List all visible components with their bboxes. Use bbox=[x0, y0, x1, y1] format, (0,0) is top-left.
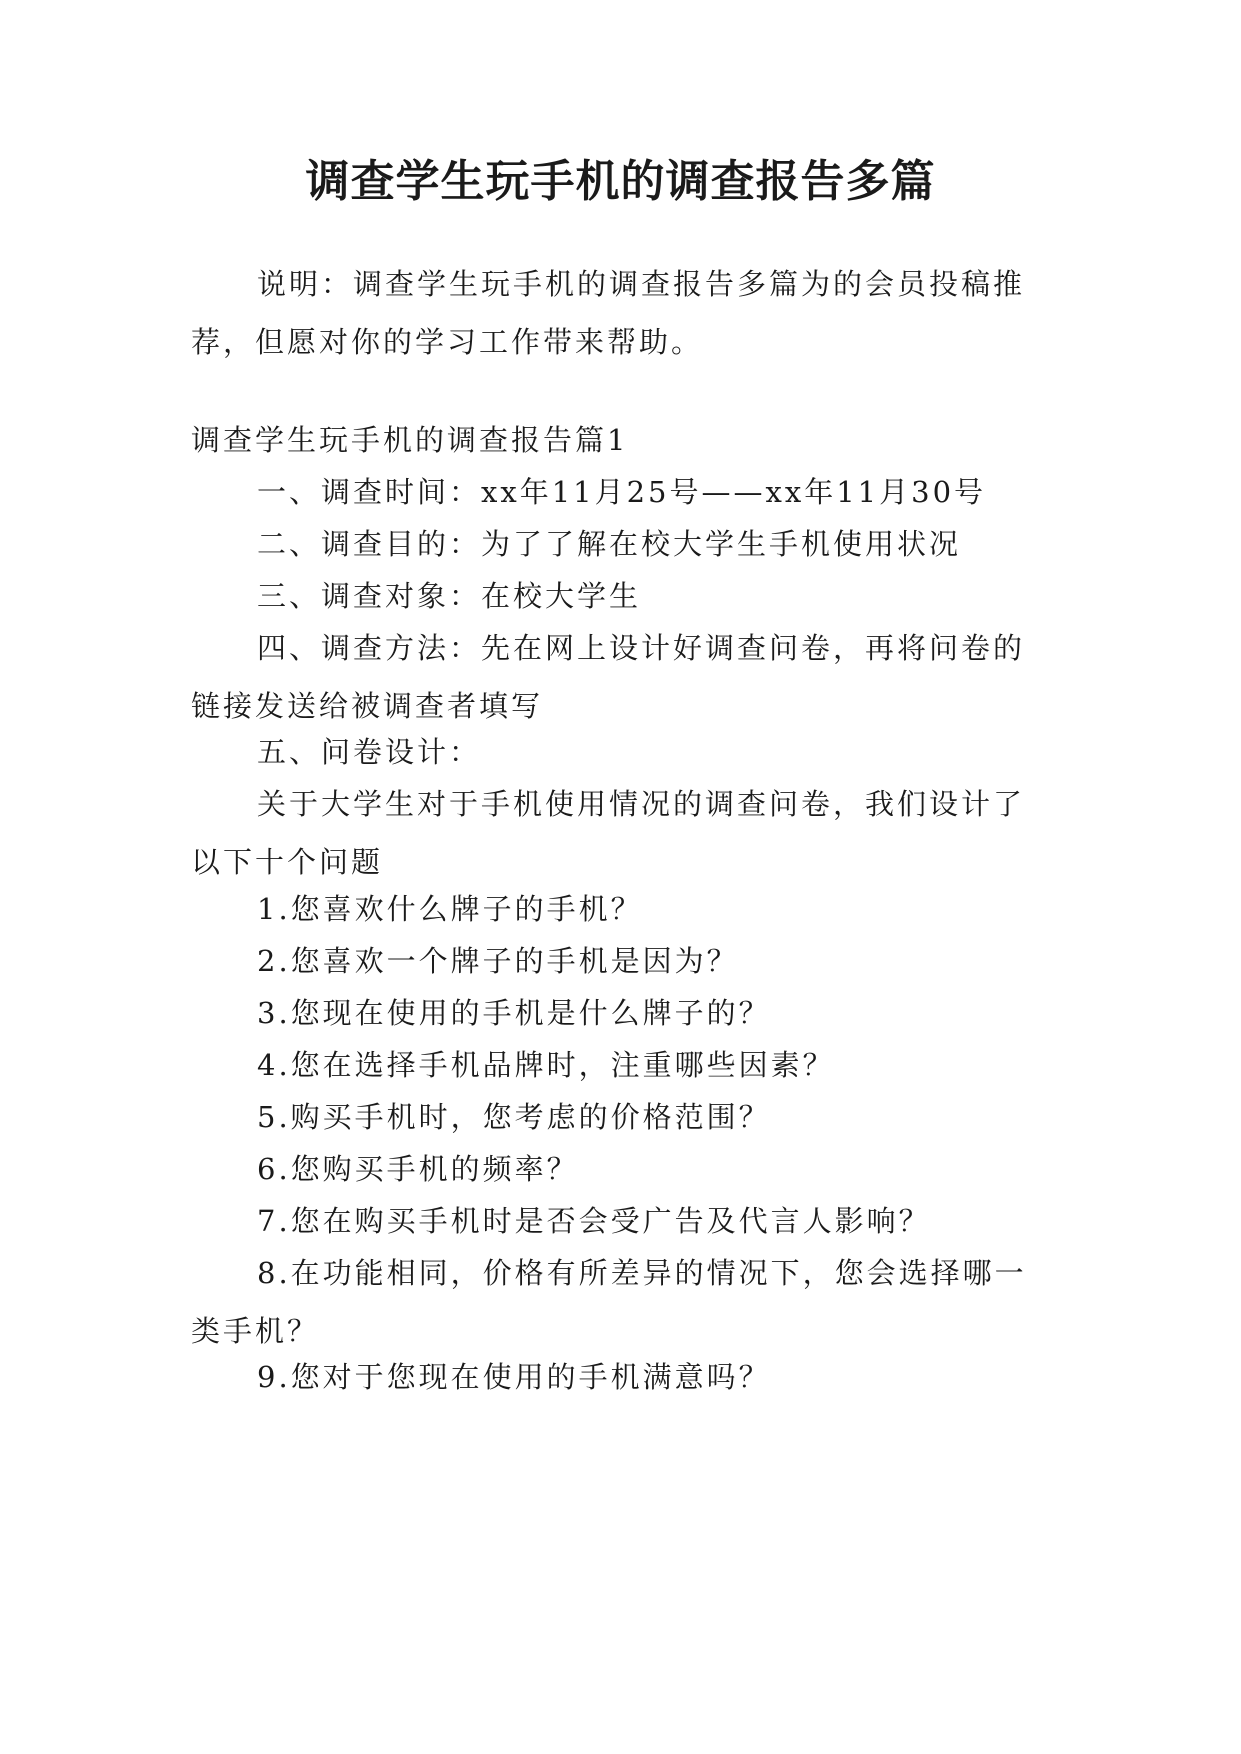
questionnaire-intro-paragraph: 关于大学生对于手机使用情况的调查问卷，我们设计了以下十个问题 bbox=[191, 787, 1026, 879]
survey-method-item: 四、调查方法：先在网上设计好调查问卷，再将问卷的链接发送给被调查者填写 bbox=[191, 631, 1026, 723]
survey-purpose-item: 二、调查目的：为了了解在校大学生手机使用状况 bbox=[257, 527, 962, 561]
question-item: 9.您对于您现在使用的手机满意吗？ bbox=[257, 1360, 771, 1394]
question-item: 6.您购买手机的频率？ bbox=[257, 1152, 579, 1186]
intro-paragraph: 说明：调查学生玩手机的调查报告多篇为的会员投稿推荐，但愿对你的学习工作带来帮助。 bbox=[191, 267, 1026, 359]
question-item: 2.您喜欢一个牌子的手机是因为？ bbox=[257, 944, 739, 978]
section-heading: 调查学生玩手机的调查报告篇1 bbox=[191, 423, 629, 457]
document-title: 调查学生玩手机的调查报告多篇 bbox=[305, 156, 936, 207]
questionnaire-design-item: 五、问卷设计： bbox=[257, 735, 482, 769]
question-item: 5.购买手机时，您考虑的价格范围？ bbox=[257, 1100, 771, 1134]
question-item: 4.您在选择手机品牌时，注重哪些因素？ bbox=[257, 1048, 835, 1082]
question-item: 3.您现在使用的手机是什么牌子的？ bbox=[257, 996, 771, 1030]
survey-subject-item: 三、调查对象：在校大学生 bbox=[257, 579, 642, 613]
question-item: 1.您喜欢什么牌子的手机？ bbox=[257, 892, 643, 926]
question-item: 8.在功能相同，价格有所差异的情况下，您会选择哪一类手机？ bbox=[191, 1256, 1027, 1348]
survey-time-item: 一、调查时间：xx年11月25号——xx年11月30号 bbox=[257, 475, 987, 509]
question-item: 7.您在购买手机时是否会受广告及代言人影响？ bbox=[257, 1204, 931, 1238]
